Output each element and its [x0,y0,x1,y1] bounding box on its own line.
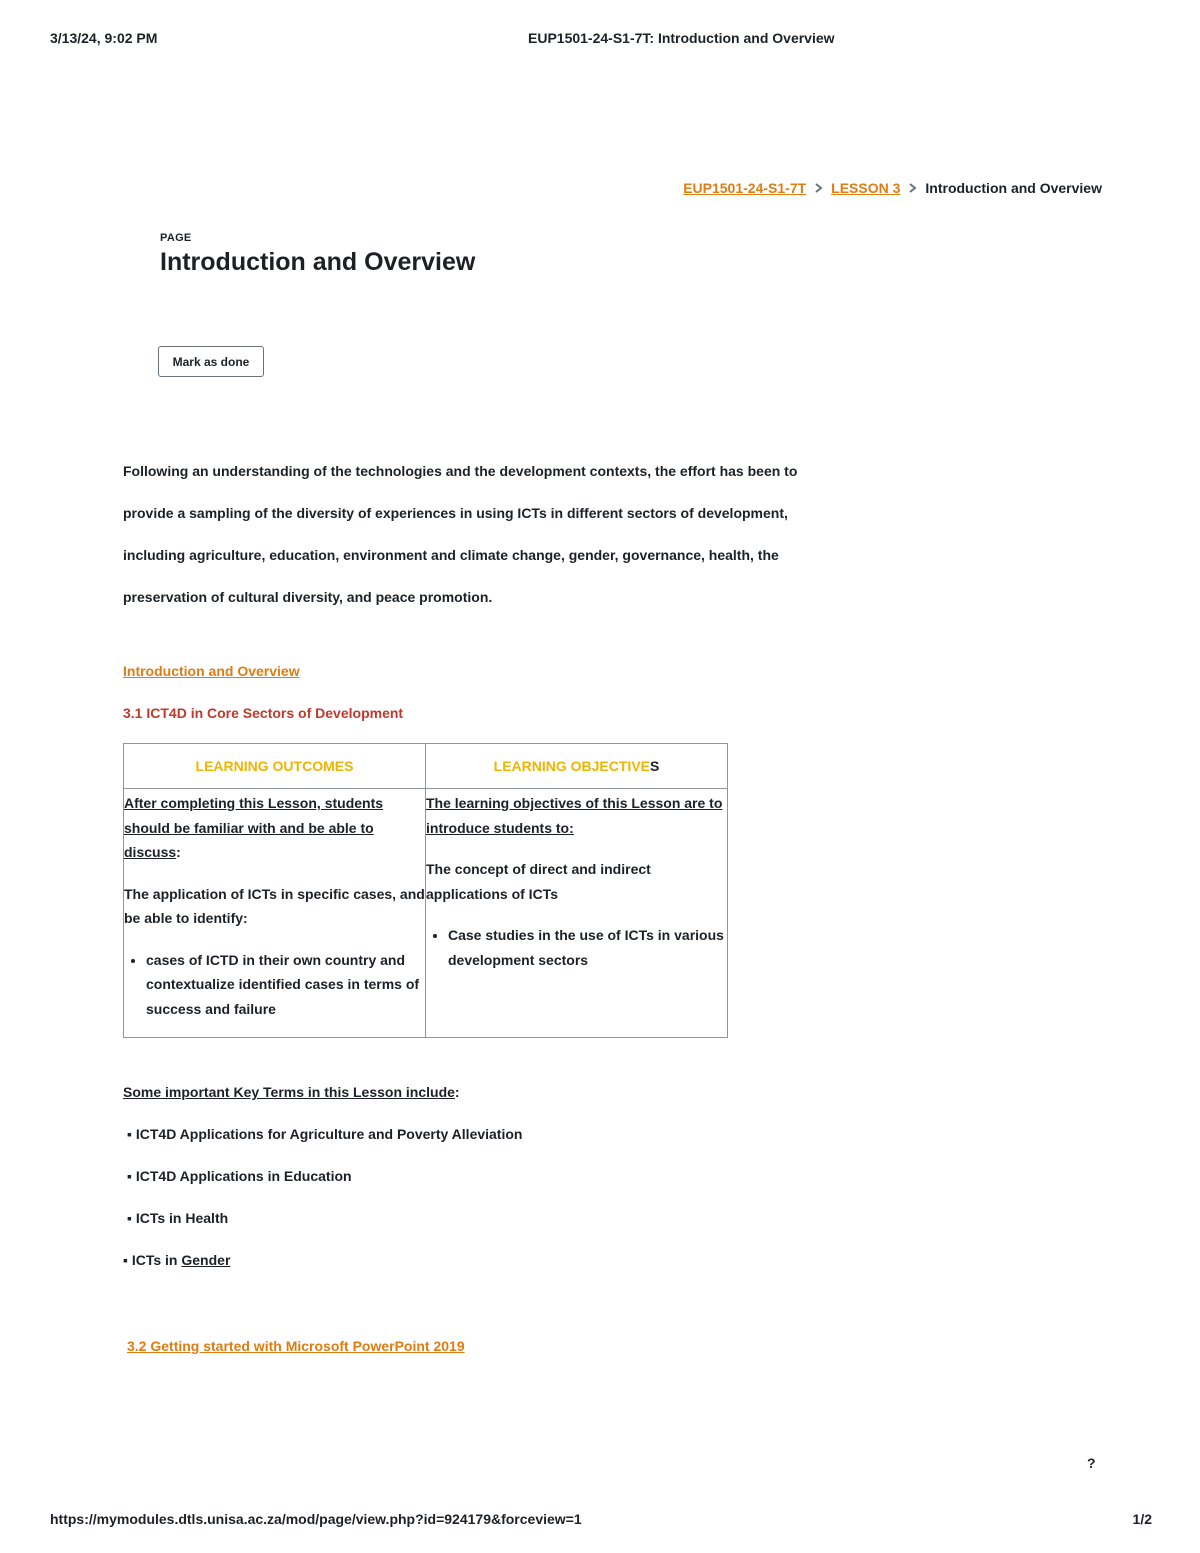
footer-page-number: 1/2 [1132,1511,1152,1527]
key-term-item: ▪ ICTs in Health [127,1210,229,1226]
footer-url: https://mymodules.dtls.unisa.ac.za/mod/page/view.php?id=924179&forceview=1 [50,1511,582,1527]
print-date: 3/13/24, 9:02 PM [50,30,158,46]
table-header-row [124,744,728,789]
outcomes-lead-suffix: : [176,844,181,860]
key-term-prefix: ▪ ICTs in [123,1252,182,1268]
breadcrumb [683,180,1102,196]
table-row [124,789,728,1038]
objectives-cell [426,789,728,1038]
gender-link[interactable]: Gender [181,1252,231,1268]
page-type-label: PAGE [160,232,192,244]
chevron-right-icon [814,181,823,196]
objectives-para: The concept of direct and indirect applications of ICTs [426,861,651,902]
list-item: • cases of ICTD in their own country and contextualize identified cases in terms of success and failure [146,948,425,1022]
key-term-item: ▪ ICT4D Applications for Agriculture and Poverty Alleviation [127,1126,523,1142]
section-3-2-link[interactable]: 3.2 Getting started with Microsoft PowerPoint 2019 [127,1338,465,1354]
breadcrumb-current: Introduction and Overview [925,180,1102,196]
key-terms-lead [123,1084,460,1100]
key-term-item [123,1252,230,1268]
objectives-list [426,923,727,972]
outcomes-list [124,948,425,1022]
header-objectives-tail: S [650,758,660,774]
mark-as-done-button[interactable]: Mark as done [158,346,264,377]
help-icon[interactable]: ? [1087,1455,1096,1471]
key-terms-lead-text: Some important Key Terms in this Lesson include [123,1084,455,1100]
header-objectives-main: LEARNING OBJECTIVE [493,758,650,774]
breadcrumb-course-link[interactable]: EUP1501-24-S1-7T [683,180,807,196]
outcomes-para: The application of ICTs in specific cases, and be able to identify: [124,885,425,926]
breadcrumb-lesson-link[interactable]: LESSON 3 [831,180,901,196]
key-terms-lead-suffix: : [454,1084,460,1100]
learning-table [123,743,728,1038]
print-header [50,30,1150,50]
outcomes-lead: After completing this Lesson, students should be familiar with and be able to discuss [124,795,384,860]
list-item: • Case studies in the use of ICTs in various development sectors [448,923,727,972]
header-learning-outcomes: LEARNING OUTCOMES [124,744,426,789]
header-learning-objectives [426,744,728,789]
section-heading-3-1: 3.1 ICT4D in Core Sectors of Development [123,705,404,721]
print-title: EUP1501-24-S1-7T: Introduction and Overview [528,30,835,46]
chevron-right-icon [908,181,917,196]
objectives-lead: The learning objectives of this Lesson are to introduce students to: [426,795,723,836]
intro-overview-link[interactable]: Introduction and Overview [123,663,300,679]
page-title: Introduction and Overview [160,248,476,276]
intro-paragraph: Following an understanding of the technologies and the development contexts, the effort has been to provide a sampling of the diversity of experiences in using ICTs in different sectors of development, including agriculture, education, environment and climate change, gender, governance, health, the preservation of cultural diversity, and peace promotion. [123,463,798,605]
key-term-item: ▪ ICT4D Applications in Education [127,1168,352,1184]
outcomes-cell [124,789,426,1038]
